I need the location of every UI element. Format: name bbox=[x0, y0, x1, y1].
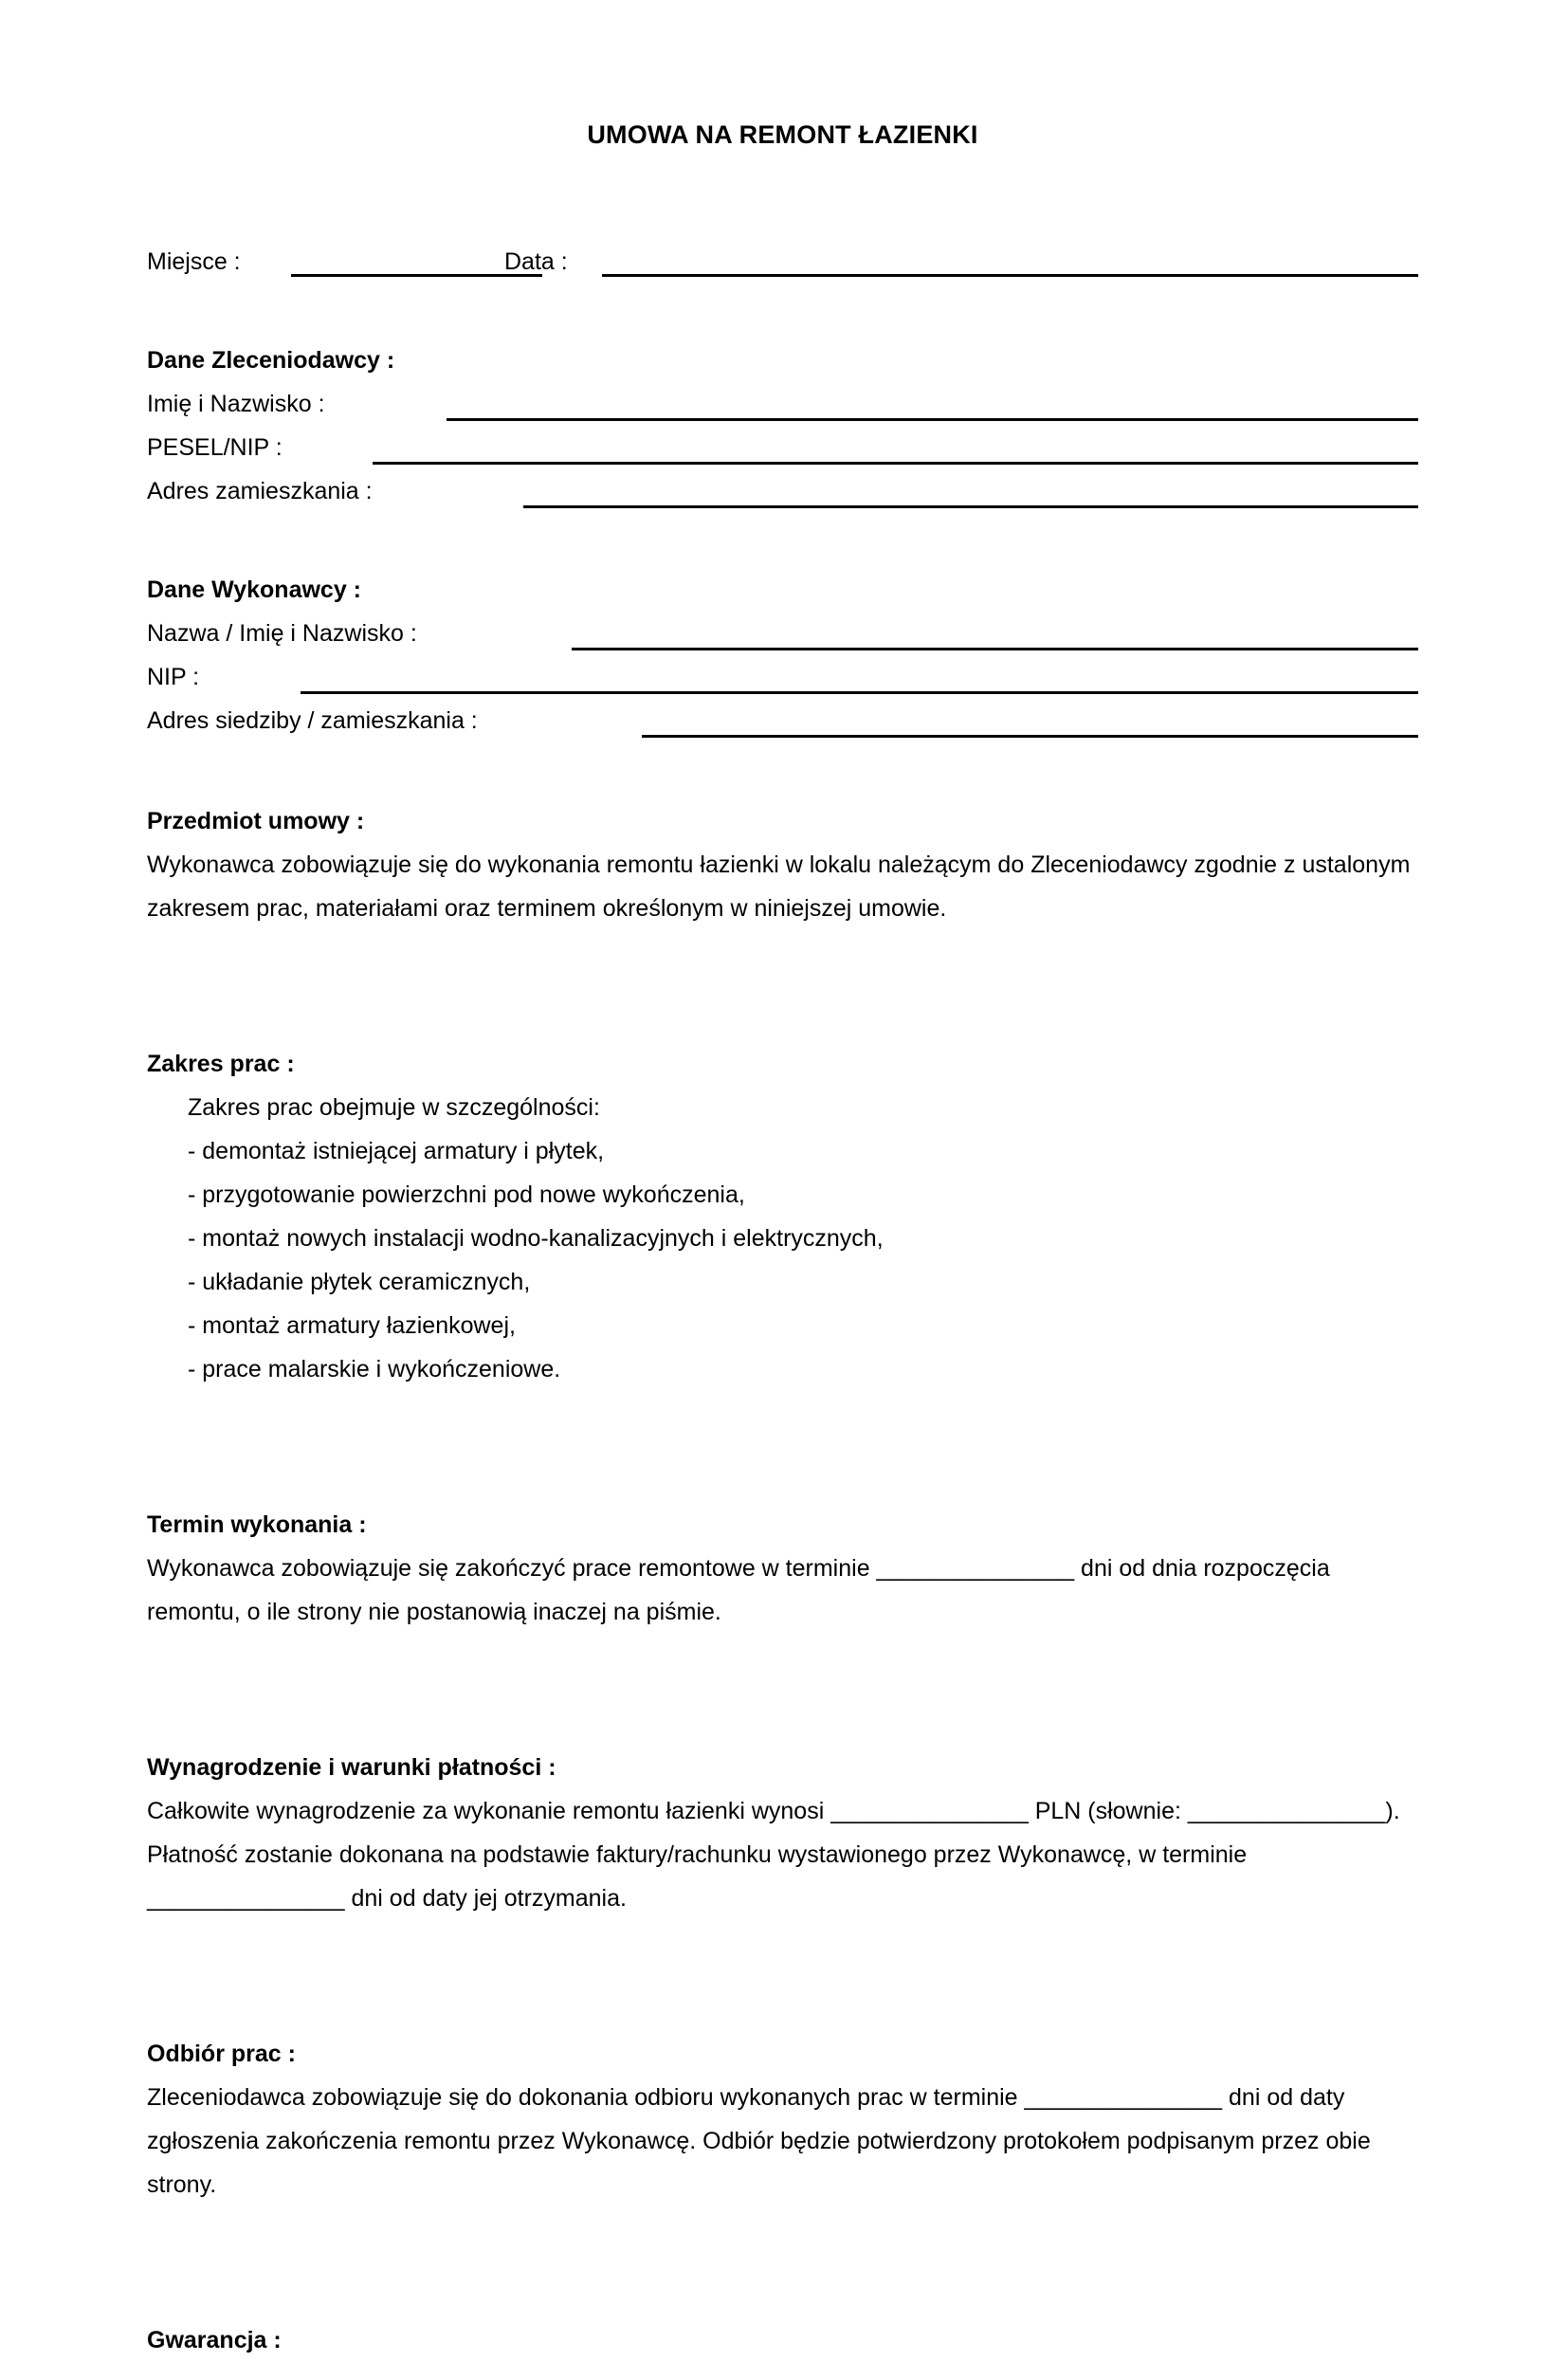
page-title: UMOWA NA REMONT ŁAZIENKI bbox=[587, 120, 978, 149]
acceptance-section-heading: Odbiór prac : bbox=[147, 2041, 296, 2068]
client-section-heading: Dane Zleceniodawcy : bbox=[147, 347, 395, 375]
place-and-date-row bbox=[147, 240, 1418, 284]
contractor-nip-input-line[interactable] bbox=[301, 691, 1418, 694]
client-pesel-input-line[interactable] bbox=[373, 462, 1418, 465]
deadline-section-heading: Termin wykonania : bbox=[147, 1511, 367, 1539]
subject-section bbox=[147, 799, 1418, 930]
scope-list bbox=[147, 1086, 1418, 1391]
deadline-section bbox=[147, 1503, 1418, 1634]
contractor-nip-label: NIP : bbox=[147, 664, 200, 691]
deadline-section-paragraph: Wykonawca zobowiązuje się zakończyć prace remontowe w terminie _______________ dni od dnia rozpoczęcia remontu, o ile strony nie postanowią inaczej na piśmie. bbox=[147, 1555, 1330, 1626]
payment-section-paragraph: Całkowite wynagrodzenie za wykonanie remontu łazienki wynosi _______________ PLN (słownie: _______________). Płatność zostanie dokonana na podstawie faktury/rachunku wystawionego przez Wykonawcę, w terminie _______________ dni od daty jej otrzymania. bbox=[147, 1798, 1400, 1913]
field-row-client-pesel bbox=[147, 426, 1418, 469]
field-row-contractor-address bbox=[147, 699, 1418, 742]
list-item: - demontaż istniejącej armatury i płytek, bbox=[188, 1138, 605, 1165]
client-address-input-line[interactable] bbox=[523, 505, 1418, 508]
list-item: - montaż armatury łazienkowej, bbox=[188, 1312, 516, 1340]
list-item: - przygotowanie powierzchni pod nowe wykończenia, bbox=[188, 1181, 745, 1209]
place-label: Miejsce : bbox=[147, 248, 241, 276]
list-item: - montaż nowych instalacji wodno-kanalizacyjnych i elektrycznych, bbox=[188, 1225, 884, 1253]
client-section bbox=[147, 339, 1418, 513]
warranty-section bbox=[147, 2318, 1418, 2362]
payment-section-heading: Wynagrodzenie i warunki płatności : bbox=[147, 1754, 556, 1782]
field-row-contractor-nip bbox=[147, 655, 1418, 699]
contractor-name-label: Nazwa / Imię i Nazwisko : bbox=[147, 620, 417, 648]
contractor-name-input-line[interactable] bbox=[572, 648, 1418, 650]
field-row-client-address bbox=[147, 469, 1418, 513]
field-row-contractor-name bbox=[147, 612, 1418, 655]
subject-section-paragraph: Wykonawca zobowiązuje się do wykonania remontu łazienki w lokalu należącym do Zleceniodawcy zgodnie z ustalonym zakresem prac, materiałami oraz terminem określonym w niniejszej umowie. bbox=[147, 851, 1411, 923]
date-input-line[interactable] bbox=[602, 274, 1418, 277]
contractor-address-input-line[interactable] bbox=[642, 735, 1418, 738]
client-address-label: Adres zamieszkania : bbox=[147, 478, 373, 505]
document-body bbox=[147, 0, 1418, 2362]
scope-section-heading: Zakres prac : bbox=[147, 1051, 295, 1078]
scope-intro: Zakres prac obejmuje w szczególności: bbox=[188, 1094, 600, 1122]
contractor-address-label: Adres siedziby / zamieszkania : bbox=[147, 707, 478, 735]
contractor-section-heading: Dane Wykonawcy : bbox=[147, 577, 362, 604]
subject-section-heading: Przedmiot umowy : bbox=[147, 808, 365, 835]
client-name-label: Imię i Nazwisko : bbox=[147, 391, 325, 418]
field-row-client-name bbox=[147, 382, 1418, 426]
warranty-section-heading: Gwarancja : bbox=[147, 2327, 282, 2354]
list-item: - prace malarskie i wykończeniowe. bbox=[188, 1356, 561, 1383]
acceptance-section-paragraph: Zleceniodawca zobowiązuje się do dokonania odbioru wykonanych prac w terminie _______________ dni od daty zgłoszenia zakończenia remontu przez Wykonawcę. Odbiór będzie potwierdzony protokołem podpisanym przez obie strony. bbox=[147, 2084, 1371, 2199]
client-pesel-label: PESEL/NIP : bbox=[147, 434, 283, 462]
payment-section bbox=[147, 1746, 1418, 1920]
list-item: - układanie płytek ceramicznych, bbox=[188, 1269, 531, 1296]
scope-section bbox=[147, 1042, 1418, 1391]
date-label: Data : bbox=[504, 248, 568, 276]
acceptance-section bbox=[147, 2032, 1418, 2206]
client-name-input-line[interactable] bbox=[447, 418, 1418, 421]
contractor-section bbox=[147, 568, 1418, 742]
